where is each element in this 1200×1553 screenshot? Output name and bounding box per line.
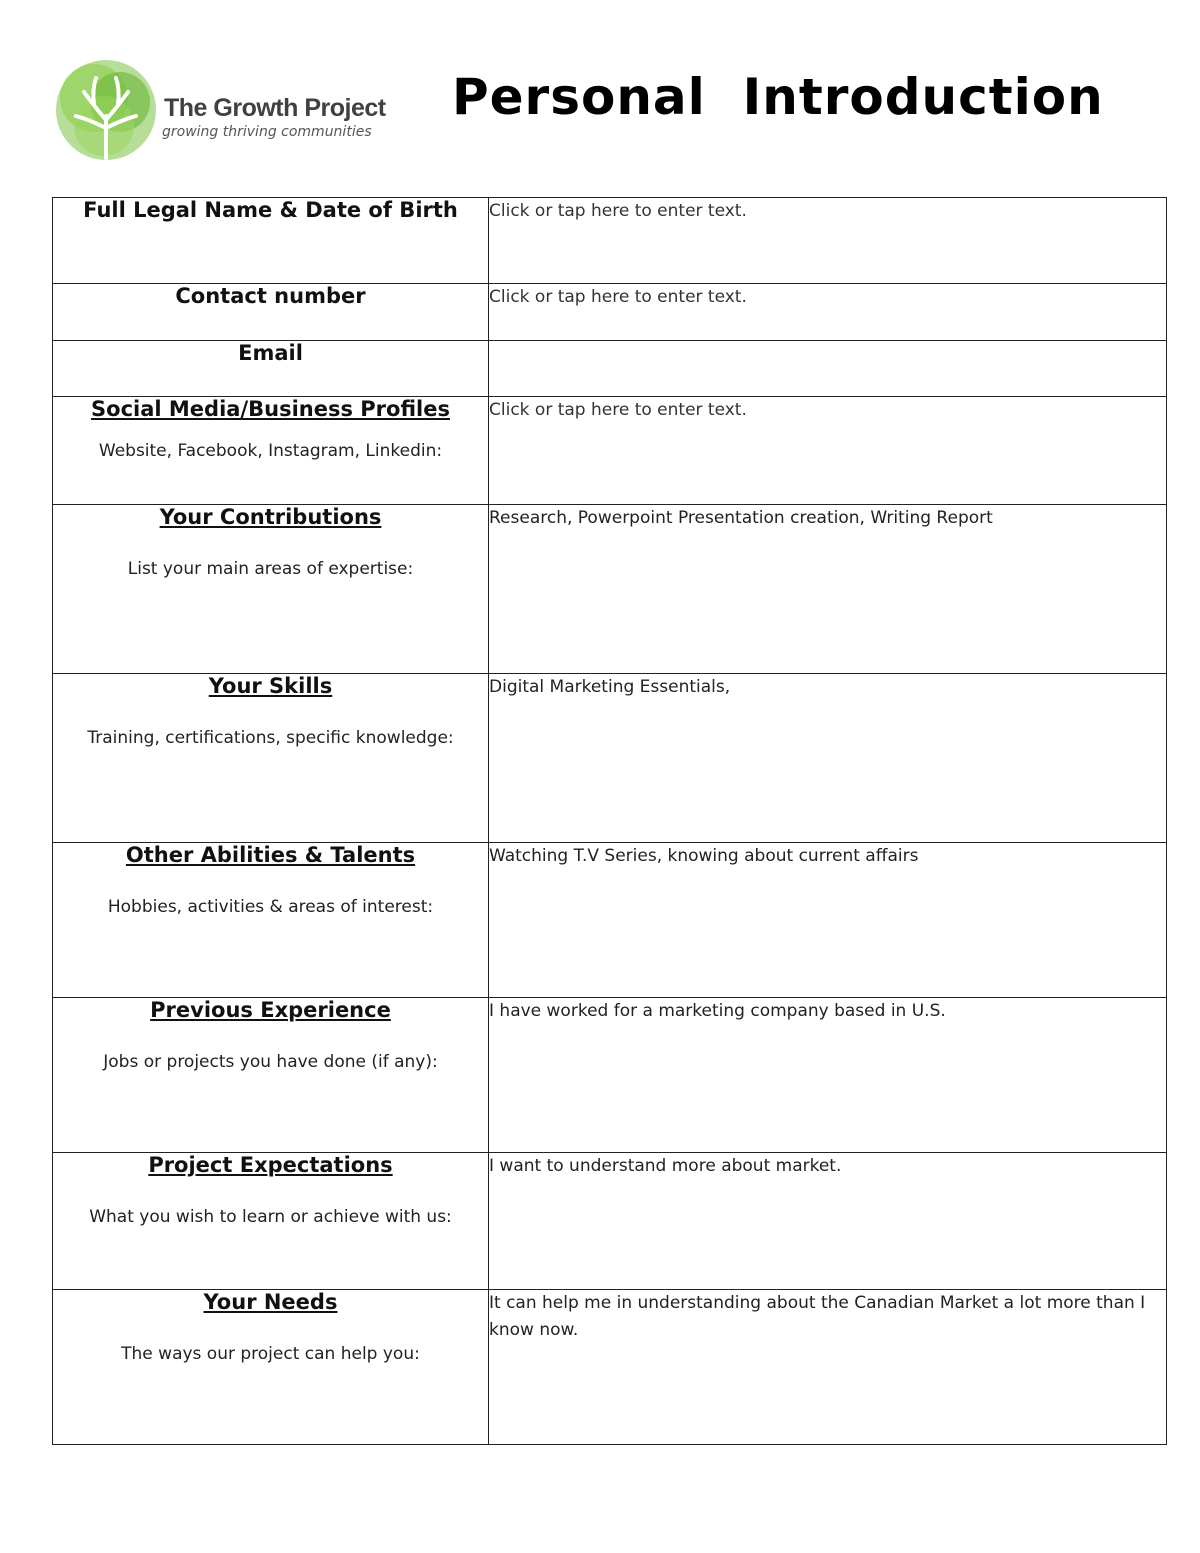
field-value: Click or tap here to enter text. (489, 287, 747, 307)
table-row (53, 505, 1167, 674)
table-row (53, 341, 1167, 397)
contributions-field[interactable] (489, 505, 1167, 674)
skills-field[interactable] (489, 674, 1167, 843)
table-row (53, 674, 1167, 843)
full-name-dob-field[interactable] (489, 198, 1167, 284)
row-label: Your Needs (203, 1290, 338, 1314)
row-sublabel: Website, Facebook, Instagram, Linkedin: (98, 441, 443, 461)
email-field[interactable] (489, 341, 1167, 397)
field-value: Click or tap here to enter text. (489, 400, 747, 420)
field-value: I want to understand more about market. (489, 1156, 842, 1176)
row-label-cell (53, 674, 489, 843)
row-sublabel: What you wish to learn or achieve with us: (89, 1207, 452, 1227)
row-label: Your Skills (208, 674, 333, 698)
table-row (53, 1290, 1167, 1445)
field-value: Digital Marketing Essentials, (489, 677, 731, 697)
contact-number-field[interactable] (489, 284, 1167, 341)
row-sublabel: Training, certifications, specific knowledge: (87, 728, 454, 748)
page-header (0, 0, 1200, 190)
page-title: Personal Introduction (452, 68, 1104, 126)
row-sublabel: Jobs or projects you have done (if any): (103, 1052, 438, 1072)
abilities-talents-field[interactable] (489, 843, 1167, 998)
table-row (53, 1153, 1167, 1290)
row-label-cell (53, 1290, 489, 1445)
row-sublabel: List your main areas of expertise: (127, 559, 414, 579)
table-row (53, 397, 1167, 505)
tree-icon (54, 58, 158, 164)
field-value: Research, Powerpoint Presentation creation, Writing Report (489, 508, 993, 528)
project-expectations-field[interactable] (489, 1153, 1167, 1290)
social-media-field[interactable] (489, 397, 1167, 505)
growth-project-logo (54, 58, 386, 168)
row-label-cell (53, 397, 489, 505)
row-label-cell (53, 505, 489, 674)
needs-field[interactable] (489, 1290, 1167, 1445)
row-label-cell (53, 1153, 489, 1290)
row-label-cell (53, 843, 489, 998)
introduction-form-table (52, 197, 1167, 1445)
row-label: Your Contributions (159, 505, 382, 529)
field-value: Watching T.V Series, knowing about current affairs (489, 846, 919, 866)
row-label: Other Abilities & Talents (125, 843, 416, 867)
row-label-cell (53, 998, 489, 1153)
logo-name: The Growth Project (164, 94, 386, 122)
row-label: Social Media/Business Profiles (91, 397, 450, 421)
field-value: I have worked for a marketing company based in U.S. (489, 1001, 946, 1021)
field-value: It can help me in understanding about the Canadian Market a lot more than I know now. (489, 1293, 1146, 1340)
row-sublabel: The ways our project can help you: (121, 1344, 420, 1364)
row-label: Project Expectations (148, 1153, 393, 1177)
row-label: Email (238, 341, 303, 365)
row-sublabel: Hobbies, activities & areas of interest: (107, 897, 434, 917)
table-row (53, 198, 1167, 284)
row-label: Contact number (175, 284, 366, 308)
table-row (53, 284, 1167, 341)
previous-experience-field[interactable] (489, 998, 1167, 1153)
row-label-cell (53, 284, 489, 341)
table-row (53, 843, 1167, 998)
row-label: Full Legal Name & Date of Birth (83, 198, 458, 222)
row-label-cell (53, 198, 489, 284)
row-label: Previous Experience (150, 998, 391, 1022)
table-row (53, 998, 1167, 1153)
logo-tagline: growing thriving communities (162, 124, 372, 140)
field-value: Click or tap here to enter text. (489, 201, 747, 221)
row-label-cell (53, 341, 489, 397)
